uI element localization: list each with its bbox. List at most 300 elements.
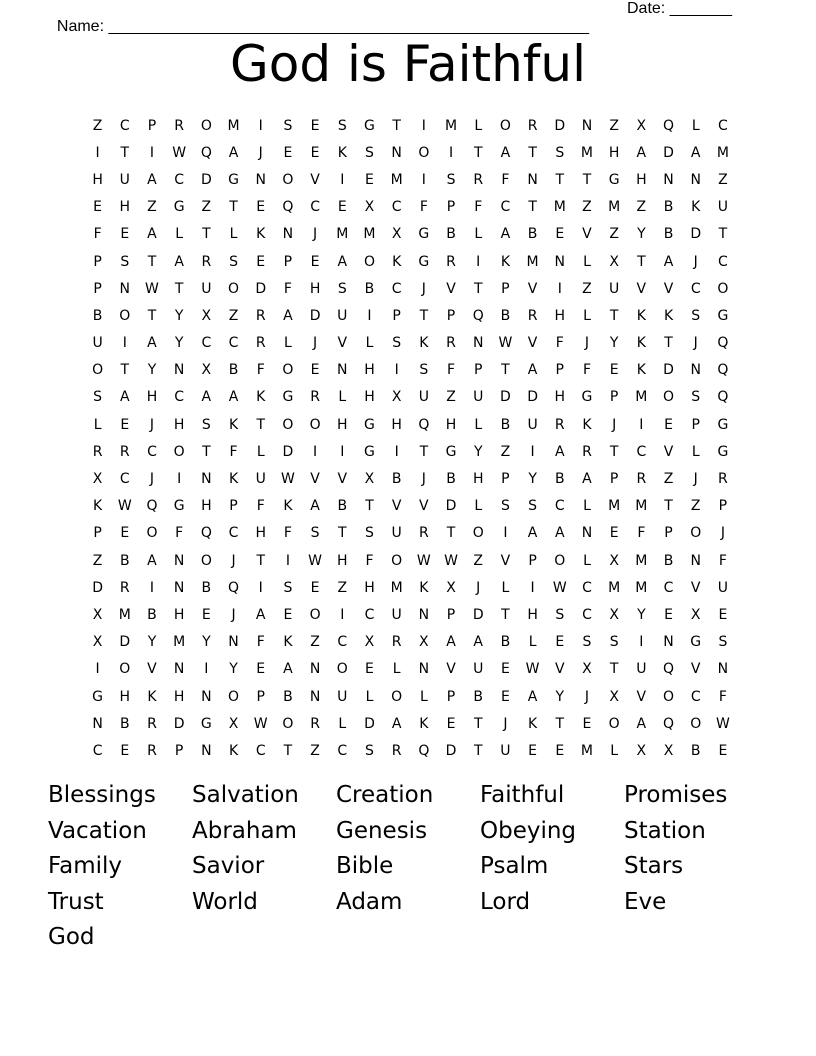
- grid-letter: N: [472, 335, 484, 352]
- word-item: Eve: [624, 888, 667, 915]
- grid-letter: P: [473, 362, 483, 379]
- grid-letter: H: [554, 389, 566, 406]
- grid-letter: E: [120, 525, 130, 542]
- grid-letter: U: [92, 335, 103, 352]
- grid-letter: Z: [310, 742, 320, 759]
- grid-letter: R: [636, 471, 647, 488]
- grid-letter: K: [337, 144, 347, 161]
- grid-letter: W: [172, 144, 187, 161]
- grid-letter: P: [147, 117, 157, 134]
- grid-letter: P: [174, 742, 184, 759]
- grid-letter: R: [527, 307, 538, 324]
- grid-letter: P: [609, 471, 619, 488]
- grid-letter: U: [473, 661, 484, 678]
- grid-letter: P: [256, 688, 265, 705]
- grid-letter: C: [119, 117, 130, 134]
- grid-letter: D: [445, 742, 457, 759]
- grid-letter: P: [93, 253, 102, 270]
- grid-letter: X: [446, 579, 456, 596]
- word-item: Blessings: [48, 782, 156, 808]
- grid-letter: V: [391, 498, 402, 515]
- grid-letter: M: [118, 606, 131, 623]
- grid-letter: U: [391, 606, 402, 623]
- grid-letter: R: [391, 634, 402, 651]
- grid-letter: V: [636, 280, 647, 297]
- grid-letter: D: [255, 280, 267, 297]
- grid-letter: S: [528, 498, 538, 515]
- grid-letter: J: [313, 335, 318, 352]
- grid-letter: Z: [718, 171, 728, 188]
- grid-letter: B: [119, 715, 130, 732]
- grid-letter: L: [474, 226, 483, 243]
- grid-letter: K: [256, 389, 266, 406]
- grid-letter: B: [500, 416, 511, 433]
- grid-letter: M: [608, 199, 621, 216]
- grid-letter: F: [283, 525, 292, 542]
- grid-letter: L: [284, 335, 292, 352]
- grid-letter: E: [528, 742, 538, 759]
- grid-letter: S: [201, 416, 211, 433]
- grid-letter: P: [501, 471, 510, 488]
- grid-letter: R: [554, 416, 565, 433]
- grid-letter: G: [364, 117, 375, 134]
- grid-letter: G: [200, 715, 212, 732]
- grid-letter: B: [500, 307, 511, 324]
- grid-letter: I: [340, 443, 345, 460]
- grid-letter: X: [201, 307, 212, 324]
- grid-letter: R: [255, 335, 266, 352]
- grid-letter: T: [664, 498, 673, 515]
- grid-letter: T: [473, 280, 483, 297]
- grid-letter: D: [119, 634, 131, 651]
- grid-letter: R: [147, 715, 157, 732]
- grid-letter: X: [663, 742, 674, 759]
- grid-letter: T: [446, 525, 456, 542]
- grid-letter: D: [663, 144, 674, 161]
- word-item: Savior: [192, 853, 265, 879]
- grid-letter: H: [364, 389, 375, 406]
- grid-letter: T: [555, 171, 565, 188]
- grid-letter: A: [636, 144, 647, 161]
- grid-letter: O: [228, 688, 240, 705]
- grid-letter: N: [717, 661, 729, 678]
- name-field: Name: ______________________________________________________: [56, 18, 589, 35]
- grid-letter: N: [173, 579, 185, 596]
- grid-letter: L: [583, 253, 591, 270]
- grid-letter: P: [446, 307, 456, 324]
- word-item: Abraham: [192, 817, 297, 844]
- grid-letter: I: [503, 525, 508, 542]
- grid-letter: X: [92, 634, 103, 651]
- grid-letter: R: [418, 525, 429, 542]
- grid-letter: D: [309, 307, 321, 324]
- letter-grid: [84, 112, 737, 765]
- grid-letter: A: [310, 498, 320, 515]
- grid-letter: G: [717, 307, 729, 324]
- grid-letter: R: [92, 443, 103, 460]
- grid-letter: Z: [500, 443, 511, 460]
- grid-letter: A: [228, 144, 239, 161]
- grid-letter: I: [95, 661, 100, 678]
- grid-letter: P: [718, 498, 728, 515]
- grid-letter: U: [609, 280, 620, 297]
- grid-letter: S: [582, 634, 592, 651]
- grid-letter: K: [228, 742, 239, 759]
- grid-letter: E: [310, 579, 320, 596]
- grid-letter: U: [636, 661, 647, 678]
- grid-letter: P: [283, 253, 293, 270]
- grid-letter: H: [92, 171, 103, 188]
- grid-letter: C: [92, 742, 103, 759]
- word-item: Faithful: [480, 782, 565, 808]
- grid-letter: I: [149, 144, 155, 161]
- grid-letter: J: [421, 471, 426, 488]
- grid-letter: E: [256, 199, 266, 216]
- grid-letter: I: [258, 579, 263, 596]
- word-item: Salvation: [192, 782, 299, 808]
- grid-letter: K: [147, 688, 157, 705]
- grid-letter: M: [390, 171, 403, 188]
- grid-letter: E: [201, 606, 211, 623]
- grid-letter: X: [609, 552, 619, 569]
- grid-letter: R: [473, 171, 484, 188]
- grid-letter: K: [93, 498, 103, 515]
- grid-letter: J: [693, 335, 698, 352]
- grid-letter: G: [364, 443, 375, 460]
- grid-letter: D: [663, 362, 674, 379]
- grid-letter: Q: [663, 715, 675, 732]
- grid-letter: Q: [282, 199, 294, 216]
- word-item: Lord: [480, 888, 531, 915]
- grid-letter: C: [663, 579, 674, 596]
- grid-letter: N: [201, 688, 212, 705]
- grid-letter: E: [365, 171, 374, 188]
- grid-letter: V: [337, 471, 348, 488]
- grid-letter: M: [390, 579, 403, 596]
- grid-letter: Y: [637, 226, 646, 243]
- grid-letter: E: [283, 606, 293, 623]
- grid-letter: S: [500, 498, 510, 515]
- grid-letter: R: [718, 471, 728, 488]
- grid-letter: R: [119, 579, 130, 596]
- grid-letter: M: [173, 634, 186, 651]
- grid-letter: X: [364, 634, 375, 651]
- grid-letter: A: [554, 443, 565, 460]
- grid-letter: B: [500, 634, 511, 651]
- grid-letter: Q: [200, 144, 212, 161]
- grid-letter: L: [474, 498, 483, 515]
- grid-letter: I: [313, 443, 318, 460]
- grid-letter: W: [498, 335, 513, 352]
- grid-letter: O: [119, 661, 131, 678]
- grid-letter: S: [446, 171, 456, 188]
- grid-letter: K: [691, 199, 701, 216]
- word-item: Stars: [624, 853, 684, 879]
- grid-letter: W: [552, 579, 567, 596]
- grid-letter: A: [446, 634, 456, 651]
- grid-letter: B: [283, 688, 293, 705]
- grid-letter: A: [554, 525, 565, 542]
- grid-letter: T: [609, 443, 619, 460]
- grid-letter: G: [282, 389, 294, 406]
- grid-letter: N: [309, 661, 321, 678]
- grid-letter: M: [526, 253, 539, 270]
- grid-letter: O: [200, 552, 212, 569]
- grid-letter: T: [664, 335, 673, 352]
- grid-letter: J: [476, 579, 481, 596]
- grid-letter: A: [228, 389, 239, 406]
- grid-letter: N: [228, 634, 239, 651]
- grid-letter: Z: [337, 579, 348, 596]
- grid-letter: J: [584, 688, 590, 705]
- grid-letter: V: [636, 688, 647, 705]
- grid-letter: A: [473, 634, 483, 651]
- grid-letter: O: [282, 171, 294, 188]
- grid-letter: V: [500, 552, 511, 569]
- grid-letter: O: [663, 389, 675, 406]
- grid-letter: X: [364, 471, 375, 488]
- grid-letter: G: [228, 171, 239, 188]
- grid-letter: P: [229, 498, 238, 515]
- grid-letter: V: [446, 661, 456, 678]
- grid-letter: J: [693, 253, 698, 270]
- grid-letter: F: [93, 226, 102, 243]
- word-item: Genesis: [336, 817, 428, 844]
- grid-letter: I: [476, 253, 481, 270]
- grid-letter: O: [336, 661, 348, 678]
- grid-letter: M: [716, 144, 729, 161]
- grid-letter: C: [201, 335, 212, 352]
- grid-letter: X: [92, 606, 103, 623]
- grid-letter: H: [337, 416, 348, 433]
- grid-letter: A: [201, 389, 212, 406]
- grid-letter: R: [527, 117, 538, 134]
- grid-letter: V: [147, 661, 157, 678]
- grid-letter: P: [392, 307, 401, 324]
- grid-letter: D: [527, 389, 538, 406]
- grid-letter: U: [201, 280, 212, 297]
- grid-letter: J: [149, 471, 155, 488]
- grid-letter: Q: [717, 362, 729, 379]
- grid-letter: H: [445, 416, 457, 433]
- grid-letter: V: [419, 498, 429, 515]
- grid-letter: A: [255, 606, 266, 623]
- grid-letter: U: [119, 171, 130, 188]
- grid-letter: S: [93, 389, 103, 406]
- grid-letter: C: [364, 606, 375, 623]
- grid-letter: B: [663, 199, 674, 216]
- grid-letter: L: [229, 226, 238, 243]
- grid-letter: E: [120, 742, 130, 759]
- grid-letter: K: [636, 307, 646, 324]
- grid-letter: C: [690, 280, 701, 297]
- grid-letter: X: [391, 226, 402, 243]
- grid-letter: W: [715, 715, 730, 732]
- grid-letter: C: [582, 579, 592, 596]
- grid-letter: B: [119, 552, 130, 569]
- grid-letter: F: [447, 362, 456, 379]
- grid-letter: X: [228, 715, 239, 732]
- grid-letter: C: [554, 498, 565, 515]
- grid-letter: N: [309, 688, 321, 705]
- grid-letter: Z: [92, 117, 103, 134]
- grid-letter: B: [147, 606, 157, 623]
- grid-letter: N: [173, 661, 185, 678]
- grid-letter: E: [664, 606, 673, 623]
- grid-letter: O: [119, 307, 131, 324]
- grid-letter: A: [283, 307, 293, 324]
- grid-letter: A: [147, 171, 157, 188]
- grid-letter: O: [554, 552, 566, 569]
- grid-letter: T: [120, 362, 130, 379]
- grid-letter: F: [419, 199, 428, 216]
- grid-letter: N: [201, 742, 212, 759]
- grid-letter: I: [95, 144, 100, 161]
- grid-letter: N: [173, 362, 185, 379]
- grid-letter: K: [582, 416, 592, 433]
- grid-letter: I: [204, 661, 209, 678]
- grid-letter: Q: [663, 117, 675, 134]
- grid-letter: Q: [717, 335, 729, 352]
- grid-letter: O: [282, 362, 294, 379]
- grid-letter: V: [663, 280, 674, 297]
- grid-letter: T: [365, 498, 374, 515]
- grid-letter: D: [445, 498, 457, 515]
- grid-letter: K: [256, 226, 266, 243]
- grid-letter: T: [473, 715, 483, 732]
- grid-letter: Y: [174, 307, 184, 324]
- grid-letter: Q: [717, 389, 729, 406]
- grid-letter: J: [584, 335, 590, 352]
- grid-letter: W: [525, 661, 540, 678]
- grid-letter: H: [255, 525, 266, 542]
- grid-letter: K: [283, 634, 293, 651]
- grid-letter: L: [175, 226, 184, 243]
- grid-letter: H: [173, 606, 185, 623]
- grid-letter: X: [636, 117, 647, 134]
- grid-letter: R: [582, 443, 592, 460]
- grid-letter: O: [663, 688, 675, 705]
- grid-letter: E: [609, 362, 619, 379]
- grid-letter: C: [119, 471, 130, 488]
- grid-letter: M: [363, 226, 376, 243]
- grid-letter: O: [200, 117, 212, 134]
- grid-letter: G: [581, 389, 593, 406]
- grid-letter: E: [446, 715, 456, 732]
- grid-letter: F: [175, 525, 184, 542]
- grid-letter: M: [608, 498, 621, 515]
- grid-letter: T: [229, 199, 238, 216]
- grid-letter: B: [446, 471, 456, 488]
- grid-letter: K: [392, 253, 402, 270]
- grid-letter: B: [337, 498, 348, 515]
- grid-letter: C: [147, 443, 157, 460]
- grid-letter: S: [555, 606, 565, 623]
- grid-letter: K: [228, 471, 239, 488]
- grid-letter: B: [527, 226, 538, 243]
- grid-letter: W: [280, 471, 295, 488]
- grid-letter: C: [690, 688, 701, 705]
- grid-letter: Y: [637, 606, 646, 623]
- grid-letter: E: [283, 144, 293, 161]
- grid-letter: U: [527, 416, 538, 433]
- grid-letter: V: [527, 280, 538, 297]
- grid-letter: L: [392, 661, 401, 678]
- grid-letter: T: [202, 443, 211, 460]
- grid-letter: N: [255, 171, 266, 188]
- grid-letter: O: [92, 362, 104, 379]
- grid-letter: M: [635, 552, 648, 569]
- grid-letter: J: [313, 226, 318, 243]
- grid-letter: T: [501, 606, 510, 623]
- grid-letter: I: [530, 579, 535, 596]
- grid-letter: E: [555, 226, 565, 243]
- word-item: Vacation: [48, 817, 147, 844]
- grid-letter: A: [391, 715, 402, 732]
- grid-letter: S: [691, 389, 701, 406]
- grid-letter: K: [419, 335, 429, 352]
- grid-letter: D: [173, 715, 185, 732]
- grid-letter: X: [419, 634, 429, 651]
- grid-letter: K: [636, 335, 646, 352]
- grid-letter: L: [691, 117, 700, 134]
- grid-letter: C: [228, 525, 239, 542]
- grid-letter: L: [474, 117, 483, 134]
- grid-letter: E: [310, 144, 320, 161]
- grid-letter: B: [228, 362, 239, 379]
- grid-letter: R: [310, 715, 320, 732]
- grid-letter: H: [201, 498, 212, 515]
- grid-letter: A: [500, 144, 511, 161]
- grid-letter: I: [421, 171, 426, 188]
- grid-letter: N: [92, 715, 103, 732]
- grid-letter: V: [582, 226, 592, 243]
- grid-letter: L: [256, 443, 265, 460]
- grid-letter: H: [119, 199, 131, 216]
- grid-letter: N: [201, 471, 212, 488]
- grid-letter: P: [446, 199, 456, 216]
- grid-letter: R: [391, 742, 402, 759]
- grid-letter: T: [473, 144, 483, 161]
- grid-letter: W: [444, 552, 458, 569]
- grid-letter: W: [253, 715, 268, 732]
- grid-letter: M: [580, 742, 594, 759]
- grid-letter: F: [474, 199, 483, 216]
- grid-letter: R: [119, 443, 130, 460]
- grid-letter: T: [202, 226, 211, 243]
- grid-letter: G: [173, 498, 185, 515]
- grid-letter: E: [365, 661, 374, 678]
- grid-letter: G: [690, 634, 702, 651]
- grid-letter: J: [258, 144, 263, 161]
- grid-letter: T: [609, 307, 619, 324]
- grid-letter: U: [391, 525, 402, 542]
- grid-letter: A: [147, 226, 157, 243]
- grid-letter: V: [663, 443, 674, 460]
- grid-letter: A: [636, 715, 647, 732]
- grid-letter: E: [256, 253, 266, 270]
- grid-letter: P: [528, 552, 537, 569]
- grid-letter: A: [527, 362, 538, 379]
- grid-letter: Y: [473, 443, 483, 460]
- grid-letter: O: [282, 715, 294, 732]
- grid-letter: I: [394, 443, 399, 460]
- grid-letter: A: [147, 335, 157, 352]
- grid-letter: E: [718, 606, 728, 623]
- grid-letter: T: [392, 117, 401, 134]
- grid-letter: T: [283, 742, 293, 759]
- grid-letter: E: [500, 661, 510, 678]
